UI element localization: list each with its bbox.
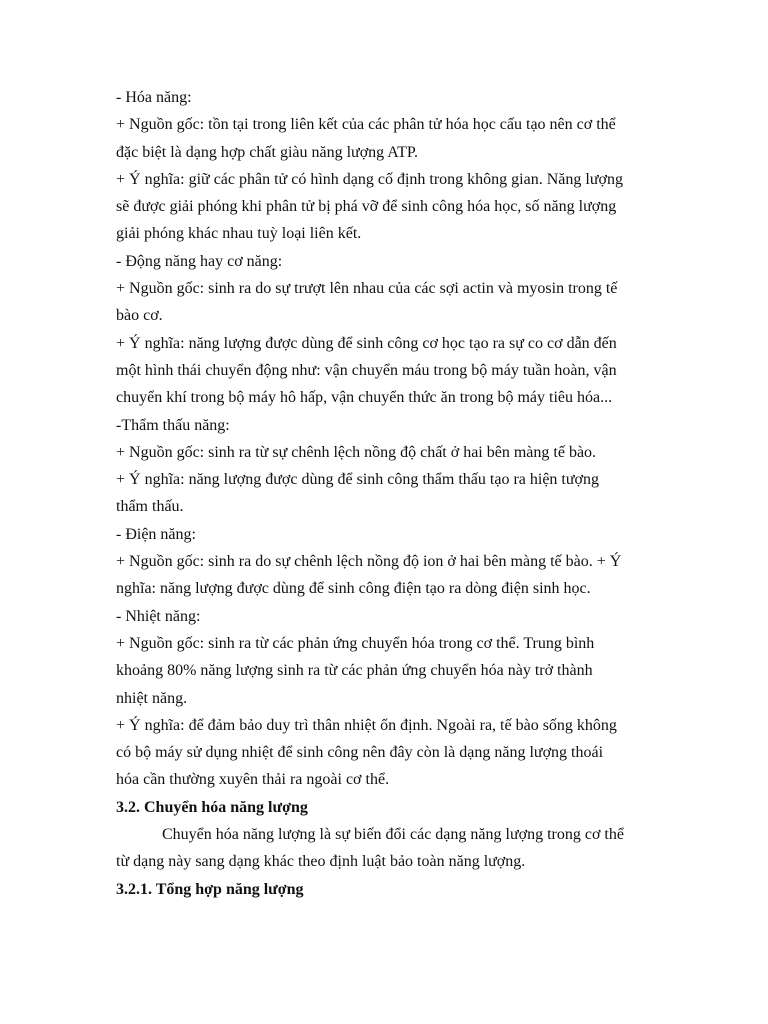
text-line: + Nguồn gốc: sinh ra do sự chênh lệch nồng độ ion ở hai bên màng tế bào. + Ý: [116, 553, 622, 571]
text-line: chuyển khí trong bộ máy hô hấp, vận chuyển thức ăn trong bộ máy tiêu hóa...: [116, 389, 613, 407]
text-line: thẩm thấu.: [116, 498, 184, 516]
text-line: đặc biệt là dạng hợp chất giàu năng lượng ATP.: [116, 143, 418, 161]
text-line: Chuyển hóa năng lượng là sự biến đổi các dạng năng lượng trong cơ thể: [162, 826, 624, 844]
text-line: khoảng 80% năng lượng sinh ra từ các phản ứng chuyển hóa này trở thành: [116, 662, 593, 680]
text-line: + Ý nghĩa: giữ các phân tử có hình dạng cố định trong không gian. Năng lượng: [116, 170, 623, 188]
text-line: + Ý nghĩa: năng lượng được dùng để sinh công thẩm thấu tạo ra hiện tượng: [116, 471, 599, 489]
text-line: nghĩa: năng lượng được dùng để sinh công điện tạo ra dòng điện sinh học.: [116, 580, 591, 598]
text-line: giải phóng khác nhau tuỳ loại liên kết.: [116, 225, 362, 243]
text-line: + Nguồn gốc: tồn tại trong liên kết của các phân tử hóa học cấu tạo nên cơ thể: [116, 116, 616, 134]
text-line: - Nhiệt năng:: [116, 607, 201, 625]
text-line: sẽ được giải phóng khi phân tử bị phá vỡ để sinh công hóa học, số năng lượng: [116, 198, 617, 216]
text-line: một hình thái chuyển động như: vận chuyển máu trong bộ máy tuần hoàn, vận: [116, 361, 617, 379]
section-heading: 3.2. Chuyển hóa năng lượng: [116, 798, 308, 816]
text-line: + Ý nghĩa: để đảm bảo duy trì thân nhiệt ổn định. Ngoài ra, tế bào sống không: [116, 716, 617, 734]
text-line: hóa cần thường xuyên thải ra ngoài cơ thể.: [116, 771, 390, 789]
text-line: + Nguồn gốc: sinh ra từ sự chênh lệch nồng độ chất ở hai bên màng tế bào.: [116, 443, 597, 461]
text-line: -Thẩm thấu năng:: [116, 416, 230, 434]
text-line: + Ý nghĩa: năng lượng được dùng để sinh công cơ học tạo ra sự co cơ dẫn đến: [116, 334, 617, 352]
text-line: - Hóa năng:: [116, 89, 192, 106]
text-line: có bộ máy sử dụng nhiệt để sinh công nên đây còn là dạng năng lượng thoái: [116, 744, 604, 762]
text-line: từ dạng này sang dạng khác theo định luật bảo toàn năng lượng.: [116, 853, 526, 871]
text-line: - Điện năng:: [116, 525, 196, 543]
section-heading: 3.2.1. Tổng hợp năng lượng: [116, 880, 304, 898]
text-line: - Động năng hay cơ năng:: [116, 252, 283, 270]
text-line: nhiệt năng.: [116, 689, 188, 707]
document-page: [116, 84, 656, 903]
text-line: + Nguồn gốc: sinh ra từ các phản ứng chuyển hóa trong cơ thể. Trung bình: [116, 634, 595, 652]
text-line: + Nguồn gốc: sinh ra do sự trượt lên nhau của các sợi actin và myosin trong tế: [116, 280, 618, 298]
text-line: bào cơ.: [116, 307, 163, 325]
